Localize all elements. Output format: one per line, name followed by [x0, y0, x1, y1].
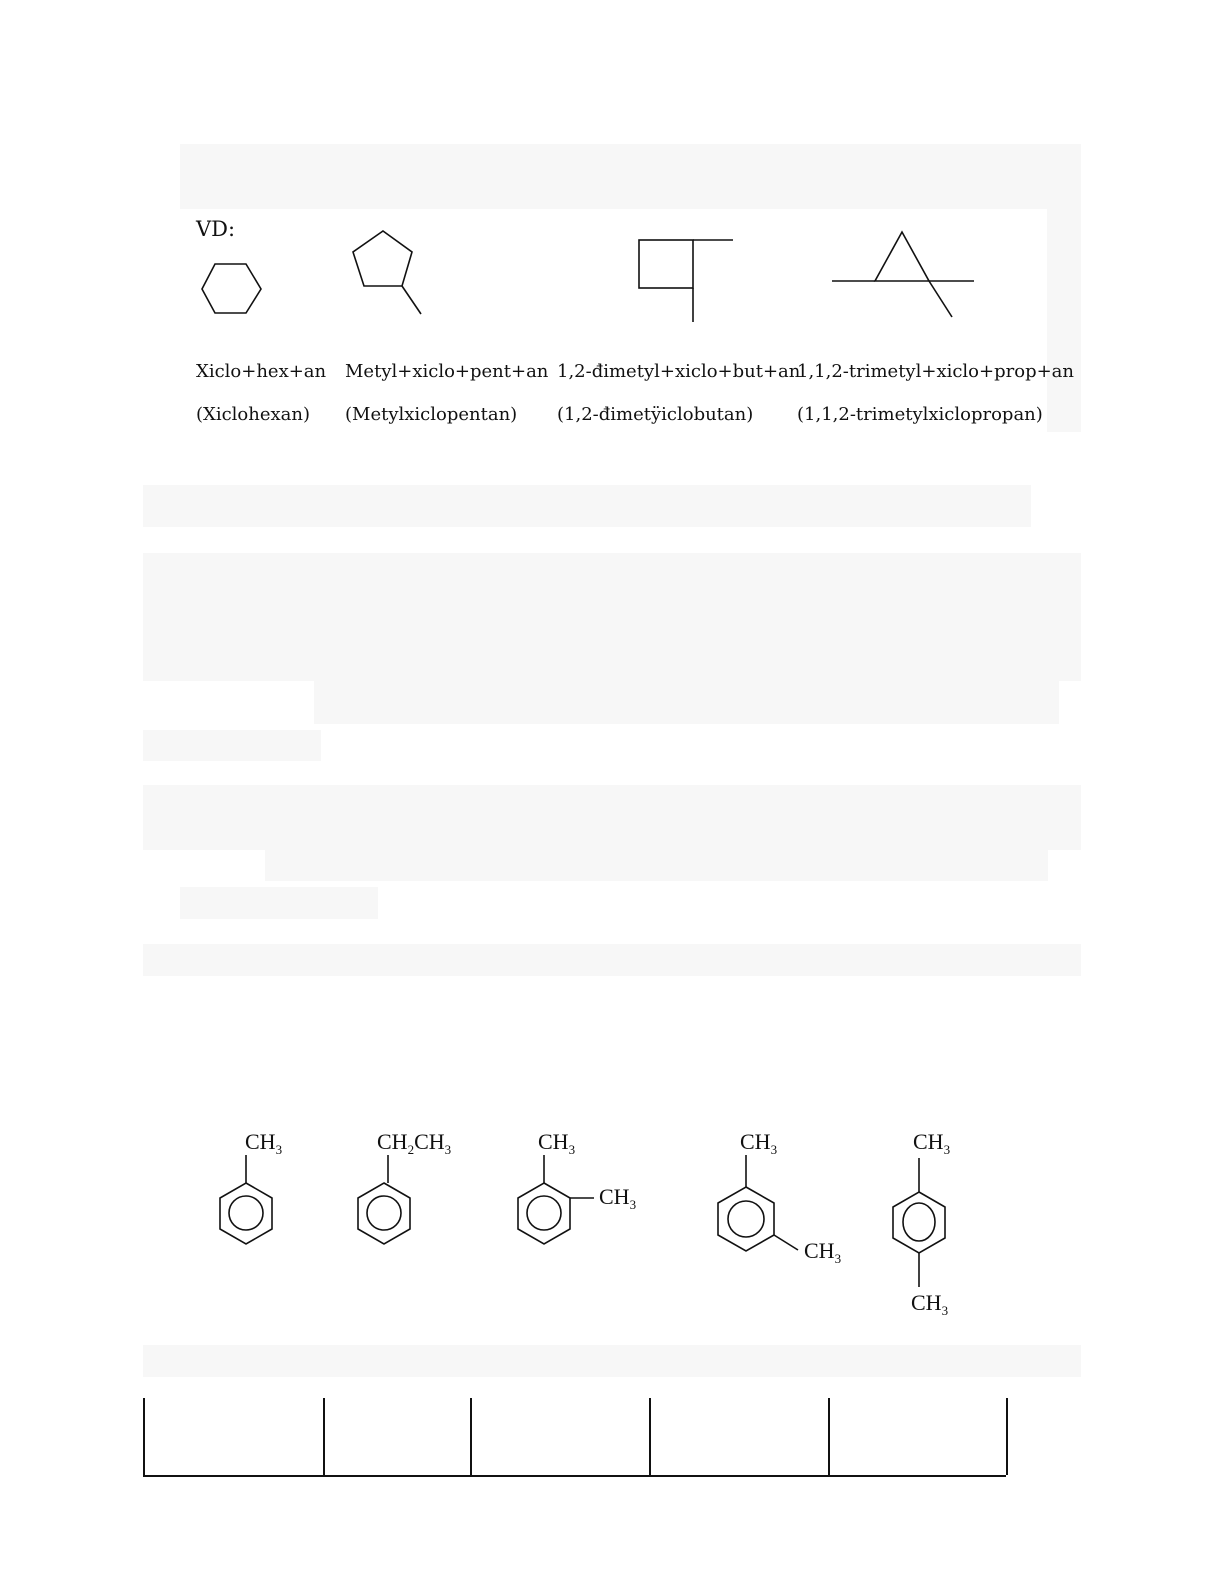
example-label: VD:	[196, 217, 236, 241]
table-bottom-row	[143, 1398, 1006, 1477]
o-xylene-structure	[518, 1129, 636, 1244]
ethylbenzene-substituent-label: $CH_2CH_3$	[377, 1129, 452, 1157]
cycloalkane-formula-3: 1,2-đimetyl+xiclo+but+an	[557, 361, 801, 382]
cycloalkane-name-1: (Xiclohexan)	[196, 404, 311, 425]
toluene-ch3-label: $CH_3$	[245, 1129, 283, 1157]
methylcyclopentane-structure	[353, 231, 421, 314]
table-cell	[828, 1398, 1008, 1475]
cycloalkane-name-2: (Metylxiclopentan)	[345, 404, 518, 425]
cycloalkane-formula-4: 1,1,2-trimetyl+xiclo+prop+an	[797, 361, 1074, 382]
table-cell	[323, 1398, 470, 1475]
cycloalkane-name-3: (1,2-đimetÿiclobutan)	[557, 404, 754, 425]
table-cell	[470, 1398, 649, 1475]
dimethylcyclobutane-structure	[639, 240, 733, 322]
cyclohexane-structure	[202, 264, 261, 313]
trimethylcyclopropane-structure	[832, 232, 974, 317]
m-xylene-ch3-label-2: $CH_3$	[804, 1238, 842, 1266]
p-xylene-ch3-label-1: $CH_3$	[913, 1129, 951, 1157]
p-xylene-ch3-label-2: $CH_3$	[911, 1290, 949, 1318]
toluene-structure	[220, 1129, 282, 1244]
cycloalkane-formula-1: Xiclo+hex+an	[196, 361, 327, 382]
o-xylene-ch3-label-2: $CH_3$	[599, 1184, 637, 1212]
table-cell	[649, 1398, 828, 1475]
cycloalkane-name-4: (1,1,2-trimetylxiclopropan)	[797, 404, 1043, 425]
table-cell	[143, 1398, 323, 1475]
o-xylene-ch3-label-1: $CH_3$	[538, 1129, 576, 1157]
ethylbenzene-structure	[358, 1129, 451, 1244]
cycloalkane-formula-2: Metyl+xiclo+pent+an	[345, 361, 549, 382]
p-xylene-structure	[893, 1129, 950, 1318]
m-xylene-ch3-label-1: $CH_3$	[740, 1129, 778, 1157]
m-xylene-structure	[718, 1129, 841, 1266]
